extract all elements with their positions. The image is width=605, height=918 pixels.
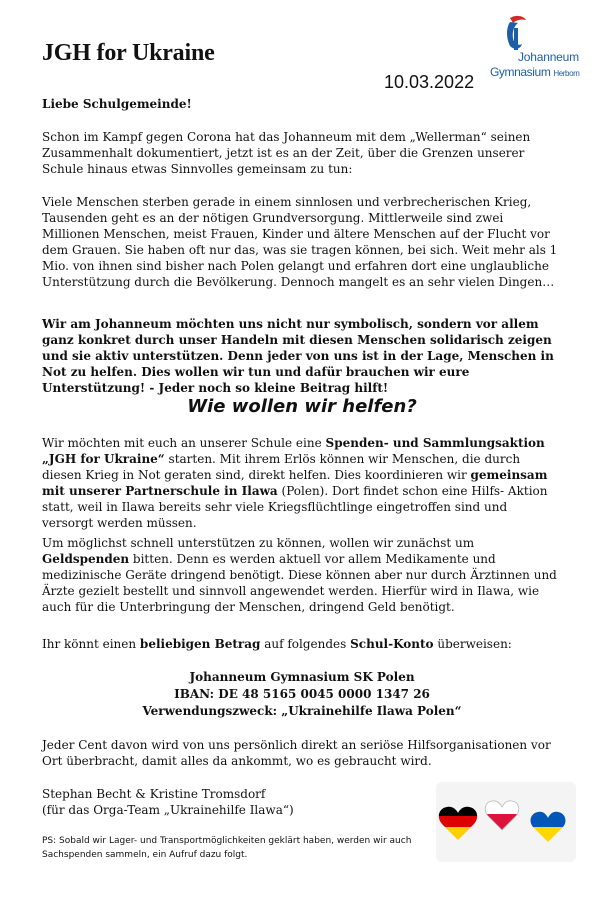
- germany-heart-icon: [436, 802, 482, 842]
- signature-team: (für das Orga-Team „Ukrainehilfe Ilawa“): [42, 803, 294, 817]
- paragraph-appeal: Wir am Johanneum möchten uns nicht nur symbolisch, sondern vor allem ganz konkret durch unser Handeln mit diesen Menschen solidarisch zeigen und sie aktiv unterstützen. Denn jeder von uns ist in der Lage, Menschen in Not zu helfen. Dies wollen wir tun und dafür brauchen wir eure Unterstützung! - Jeder noch so kleine Beitrag hilft!: [42, 317, 554, 395]
- bank-iban: IBAN: DE 48 5165 0045 0000 1347 26: [174, 687, 430, 701]
- signature-names: Stephan Becht & Kristine Tromsdorf: [42, 787, 266, 801]
- paragraph-campaign: Wir möchten mit euch an unserer Schule eine Spenden- und Sammlungsaktion „JGH for Ukraine“ starten. Mit ihrem Erlös können wir Menschen, die durch diesen Krieg in Not geraten sind, direkt helfen. Dies koordinieren wir gemeinsam mit unserer Partnerschule in Ilawa (Polen). Dort findet schon eine Hilfs- Aktion statt, weil in Ilawa bereits sehr viele Kriegsflüchtlinge eingetroffen sind und versorgt werden müssen.: [42, 436, 548, 530]
- section-heading: Wie wollen wir helfen?: [187, 396, 417, 417]
- school-logo: [490, 14, 600, 84]
- postscript: PS: Sobald wir Lager- und Transportmöglichkeiten geklärt haben, werden wir auch Sachspenden sammeln, ein Aufruf dazu folgt.: [42, 836, 412, 860]
- paragraph-intro: Schon im Kampf gegen Corona hat das Johanneum mit dem „Wellerman“ seinen Zusammenhalt dokumentiert, jetzt ist es an der Zeit, über die Grenzen unserer Schule hinaus etwas Sinnvolles gemeinsam zu tun:: [42, 130, 531, 176]
- school-logo-emblem-icon: [496, 14, 536, 54]
- bank-account-name: Johanneum Gymnasium SK Polen: [189, 670, 415, 684]
- document-date: 10.03.2022: [384, 72, 475, 92]
- bank-purpose: Verwendungszweck: „Ukrainehilfe Ilawa Polen“: [142, 704, 462, 718]
- paragraph-donations: Um möglichst schnell unterstützen zu können, wollen wir zunächst um Geldspenden bitten. Denn es werden aktuell vor allem Medikamente und medizinische Geräte dringend benötigt. Diese können aber nur durch Ärztinnen und Ärzte gezielt bestellt und sinnvoll angewendet werden. Hierfür wird in Ilawa, wie auch für die Unterbringung der Menschen, dringend Geld benötigt.: [42, 536, 557, 614]
- document-title: JGH for Ukraine: [42, 40, 215, 66]
- paragraph-assurance: Jeder Cent davon wird von uns persönlich direkt an seriöse Hilfsorganisationen vor Ort überbracht, damit alles da ankommt, wo es gebraucht wird.: [42, 738, 551, 768]
- logo-text-johanneum: Johanneum: [518, 50, 579, 64]
- paragraph-situation: Viele Menschen sterben gerade in einem sinnlosen und verbrecherischen Krieg, Tausenden geht es an der nötigen Grundversorgung. Mittlerweile sind zwei Millionen Menschen, meist Frauen, Kinder und ältere Menschen auf der Flucht vor dem Grauen. Sie haben oft nur das, was sie tragen können, bei sich. Weit mehr als 1 Mio. von ihnen sind bisher nach Polen gelangt und erfahren dort eine unglaubliche Unterstützung durch die Bevölkerung. Dennoch mangelt es an sehr vielen Dingen…: [42, 195, 558, 289]
- logo-text-gymnasium: Gymnasium Herborn: [490, 65, 580, 79]
- paragraph-transfer: Ihr könnt einen beliebigen Betrag auf folgendes Schul-Konto überweisen:: [42, 637, 512, 651]
- greeting: Liebe Schulgemeinde!: [42, 97, 192, 111]
- flag-hearts-image: [436, 782, 576, 862]
- ukraine-heart-icon: [526, 810, 570, 844]
